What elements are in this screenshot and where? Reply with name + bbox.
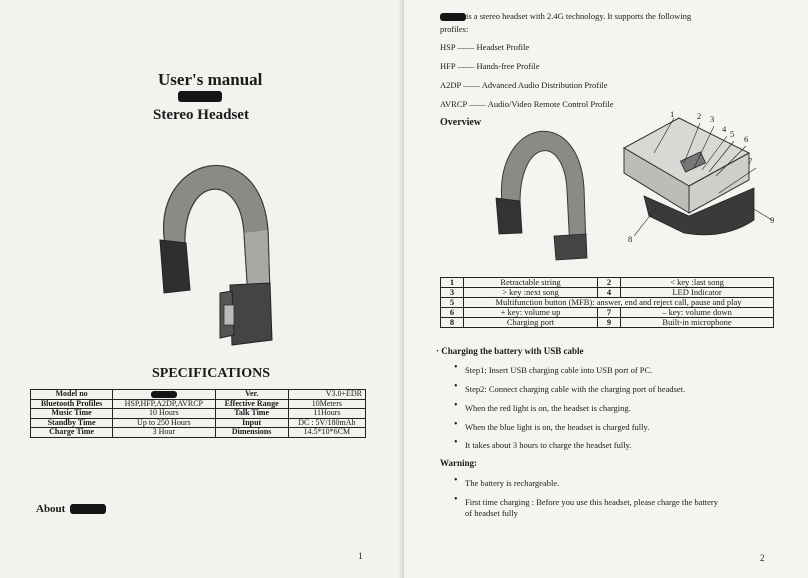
spec-value: 3 Hour — [113, 428, 215, 438]
part-number: 7 — [598, 308, 621, 318]
warning-heading: Warning: — [440, 458, 478, 468]
spec-label: Model no — [31, 390, 113, 400]
table-row — [441, 318, 774, 328]
intro-line-2: profiles: — [440, 24, 469, 34]
about-heading — [36, 503, 106, 515]
spec-value: DC : 5V/180mAh — [288, 418, 365, 428]
overview-heading: Overview — [440, 117, 482, 128]
part-desc: + key: volume up — [464, 308, 598, 318]
redacted-brand-logo — [178, 91, 222, 102]
profile-dash: —— — [457, 42, 475, 52]
callout-1: 1 — [670, 109, 675, 119]
part-number: 8 — [441, 318, 464, 328]
callout-4: 4 — [722, 124, 727, 134]
about-label: About — [36, 503, 66, 515]
page-number: 1 — [358, 551, 363, 561]
spec-label: Input — [215, 418, 288, 428]
intro-text — [440, 11, 691, 21]
spec-value: 11Hours — [288, 409, 365, 419]
bullet-icon: • — [454, 419, 458, 430]
callout-6: 6 — [744, 134, 749, 144]
product-subtitle: Stereo Headset — [153, 107, 249, 123]
spec-label: Standby Time — [31, 418, 113, 428]
page-number: 2 — [760, 553, 765, 563]
part-number: 5 — [441, 298, 464, 308]
spec-value-model-redacted — [113, 390, 215, 400]
charging-heading: · Charging the battery with USB cable — [436, 346, 584, 356]
part-number: 6 — [441, 308, 464, 318]
spec-value: 14.5*10*6CM — [288, 428, 365, 438]
profile-code: AVRCP — [440, 99, 467, 109]
profile-desc: Headset Profile — [476, 42, 530, 52]
list-item: It takes about 3 hours to charge the headset fully. — [465, 440, 632, 450]
spec-value: 10 Hours — [113, 409, 215, 419]
bullet-icon: • — [454, 400, 458, 411]
profile-desc: Advanced Audio Distribution Profile — [481, 80, 608, 90]
part-desc: Retractable string — [464, 278, 598, 288]
callout-9: 9 — [770, 215, 775, 225]
list-item: When the red light is on, the headset is charging. — [465, 403, 631, 413]
overview-illustration — [484, 108, 784, 268]
bullet-icon: • — [454, 494, 458, 505]
headset-illustration — [120, 135, 290, 360]
part-number: 9 — [598, 318, 621, 328]
part-desc: – key: volume down — [621, 308, 774, 318]
list-item-continuation: of headset fully — [465, 508, 518, 518]
intro-line: is a stereo headset with 2.4G technology. It supports the following — [466, 11, 692, 21]
list-item: The battery is rechargeable. — [465, 478, 560, 488]
overview-table — [440, 277, 774, 328]
callout-8: 8 — [628, 234, 633, 244]
profile-dash: —— — [469, 99, 487, 109]
bullet-icon: • — [454, 475, 458, 486]
table-row — [31, 428, 366, 438]
specifications-heading: SPECIFICATIONS — [152, 366, 270, 381]
bullet-icon: • — [454, 381, 458, 392]
bullet-icon: • — [454, 362, 458, 373]
part-number: 2 — [598, 278, 621, 288]
part-desc: > key :next song — [464, 288, 598, 298]
list-item: Step1: Insert USB charging cable into USB port of PC. — [465, 365, 653, 375]
table-row — [441, 298, 774, 308]
part-desc: < key :last song — [621, 278, 774, 288]
part-desc: Charging port — [464, 318, 598, 328]
part-number: 4 — [598, 288, 621, 298]
table-row — [441, 278, 774, 288]
profile-dash: —— — [457, 61, 475, 71]
spec-label: Charge Time — [31, 428, 113, 438]
callout-5: 5 — [730, 129, 735, 139]
right-page — [404, 0, 808, 578]
manual-title: User's manual — [158, 70, 263, 89]
charging-heading-text: Charging the battery with USB cable — [441, 346, 584, 356]
table-row — [31, 390, 366, 400]
profile-code: HSP — [440, 42, 456, 52]
part-desc: Built-in microphone — [621, 318, 774, 328]
spec-label: Effective Range — [215, 399, 288, 409]
list-item: First time charging : Before you use this headset, please charge the battery — [465, 497, 718, 507]
part-desc: LED Indicator — [621, 288, 774, 298]
part-desc: Multifunction button (MFB): answer, end and reject call, pause and play — [464, 298, 774, 308]
callout-7: 7 — [748, 156, 753, 166]
spec-value: HSP,HFP,A2DP,AVRCP — [113, 399, 215, 409]
table-row — [441, 288, 774, 298]
part-number: 1 — [441, 278, 464, 288]
profile-code: A2DP — [440, 80, 461, 90]
spec-label: Dimensions — [215, 428, 288, 438]
spec-label: Ver. — [215, 390, 288, 400]
profile-desc: Audio/Video Remote Control Profile — [487, 99, 614, 109]
spec-value: V3.0+EDR — [288, 390, 365, 400]
list-item: Step2: Connect charging cable with the charging port of headset. — [465, 384, 686, 394]
part-number: 3 — [441, 288, 464, 298]
profile-a2dp — [440, 80, 608, 90]
profile-code: HFP — [440, 61, 456, 71]
spec-value: Up to 250 Hours — [113, 418, 215, 428]
profile-hfp — [440, 61, 540, 71]
spec-label: Bluetooth Profiles — [31, 399, 113, 409]
redacted-brand-name — [70, 504, 106, 514]
profile-desc: Hands-free Profile — [476, 61, 540, 71]
table-row — [31, 409, 366, 419]
bullet-icon: • — [454, 437, 458, 448]
profile-dash: —— — [463, 80, 481, 90]
callout-2: 2 — [697, 111, 702, 121]
spec-label: Talk Time — [215, 409, 288, 419]
list-item: When the blue light is on, the headset is charged fully. — [465, 422, 650, 432]
callout-3: 3 — [710, 114, 715, 124]
table-row — [441, 308, 774, 318]
profile-hsp — [440, 42, 529, 52]
specifications-table — [30, 389, 366, 438]
spec-value: 10Meters — [288, 399, 365, 409]
spec-label: Music Time — [31, 409, 113, 419]
redacted-brand-name — [440, 13, 466, 21]
